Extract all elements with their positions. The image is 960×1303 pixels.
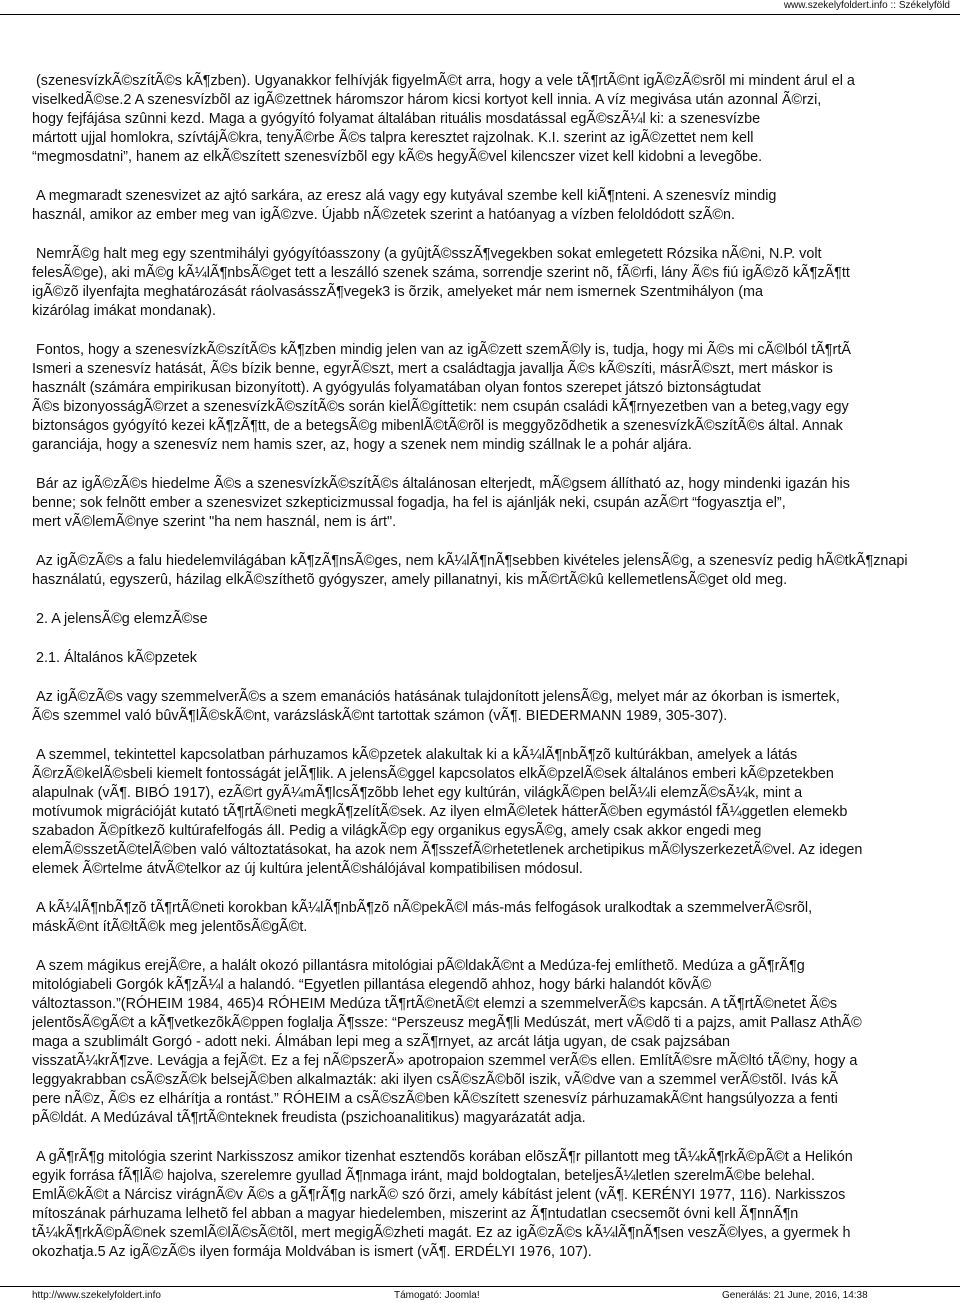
paragraph-line: A szem mágikus erejÃ©re, a halált okozó pillantásra mitológiai pÃ©ldakÃ©nt a Medúza-fej említhetõ. Medúza a gÃ¶rÃ¶g xyxy=(36,958,805,974)
paragraph-line: Ismeri a szenesvíz hatását, Ã©s bízik benne, egyrÃ©szt, mert a családtagja javallja Ã©s kÃ©szíti, másrÃ©szt, mert máskor is xyxy=(32,361,833,377)
paragraph-line: garanciája, hogy a szenesvíz nem hamis szer, az, hogy a szenek nem mindig szállnak le a pohár aljára. xyxy=(32,437,692,453)
paragraph-line: kizárólag imákat mondanak). xyxy=(32,303,216,319)
paragraph-line: benne; sok felnõtt ember a szenesvizet szkepticizmussal fogadja, ha fel is ajánlják neki, csupán azÃ©rt “fogyasztja el”, xyxy=(32,495,786,511)
paragraph-line: használt (számára empirikusan bizonyított). A gyógyulás folyamatában olyan fontos szerepet játszó biztonságtudat xyxy=(32,380,761,396)
paragraph-line: A megmaradt szenesvizet az ajtó sarkára, az eresz alá vagy egy kutyával szembe kell kiÃ¶nteni. A szenesvíz mindig xyxy=(36,188,777,204)
paragraph-line: A kÃ¼lÃ¶nbÃ¶zõ tÃ¶rtÃ©neti korokban kÃ¼lÃ¶nbÃ¶zõ nÃ©pekÃ©l más-más felfogások uralkodtak a szemmelverÃ©srõl, xyxy=(36,900,813,916)
paragraph-line: 2.1. Általános kÃ©pzetek xyxy=(36,650,197,666)
paragraph-line: NemrÃ©g halt meg egy szentmihályi gyógyítóasszony (a gyûjtÃ©sszÃ¶vegekben sokat emlegetett Rózsika nÃ©ni, N.P. volt xyxy=(36,246,822,262)
paragraph-line: változtasson.”(RÓHEIM 1984, 465)4 RÓHEIM Medúza tÃ¶rtÃ©netÃ©t elemzi a szemmelverÃ©s kapcsán. A tÃ¶rtÃ©netet Ã©s xyxy=(32,996,838,1012)
footer-site-link[interactable]: http://www.szekelyfoldert.info xyxy=(32,1290,161,1301)
paragraph-line: okozhatja.5 Az igÃ©zÃ©s ilyen formája Moldvában is ismert (vÃ¶. ERDÉLYI 1976, 107). xyxy=(32,1244,592,1260)
paragraph xyxy=(32,245,960,321)
paragraph-line: biztonságos gyógyító kezei kÃ¶zÃ¶tt, de a betegsÃ©g mibenlÃ©tÃ©rõl is meggyõzõdhetik a szenesvízkÃ©szítÃ©s által. Annak xyxy=(32,418,843,434)
footer-generated: Generálás: 21 June, 2016, 14:38 xyxy=(722,1290,868,1301)
page-header xyxy=(0,0,960,14)
paragraph-line: A gÃ¶rÃ¶g mitológia szerint Narkisszosz amikor tizenhat esztendõs korában elõszÃ¶r pillantott meg tÃ¼kÃ¶rkÃ©pÃ©t a Helikón xyxy=(36,1149,853,1165)
paragraph-line: használ, amikor az ember meg van igÃ©zve. Újabb nÃ©zetek szerint a hatóanyag a vízben feloldódott szÃ©n. xyxy=(32,207,735,223)
paragraph-line: felesÃ©ge), aki mÃ©g kÃ¼lÃ¶nbsÃ©get tett a leszálló szenek száma, sorrendje szerint nõ, fÃ©rfi, lány Ã©s fiú igÃ©zõ kÃ¶zÃ¶tt xyxy=(32,265,850,281)
paragraph-line: mítoszának párhuzama lelhetõ fel abban a magyar hiedelemben, miszerint az Ã¶ntudatlan csecsemõt óvni kell Ã¶nnÃ¶n xyxy=(32,1206,799,1222)
paragraph-line: Ã©s szemmel való bûvÃ¶lÃ©skÃ©nt, varázsláskÃ©nt tartottak számon (vÃ¶. BIEDERMANN 1989, 305-307). xyxy=(32,708,728,724)
paragraph-line: máskÃ©nt ítÃ©ltÃ©k meg jelentõsÃ©gÃ©t. xyxy=(32,919,308,935)
paragraph xyxy=(32,187,960,225)
paragraph-line: elemÃ©sszetÃ©telÃ©ben való változtatásokat, ha azok nem Ã¶sszefÃ©rhetetlenek archetipikus mÃ©lyszerkezetÃ©vel. Az idegen xyxy=(32,842,863,858)
paragraph xyxy=(32,746,960,879)
paragraph-line: mitológiabeli Gorgók kÃ¶zÃ¼l a halandó. “Egyetlen pillantása elegendõ ahhoz, hogy bárki halandót kõvÃ© xyxy=(32,977,712,993)
paragraph xyxy=(32,957,960,1128)
paragraph-line: maga a szublimált Gorgó - adott neki. Álmában lepi meg a szÃ¶rnyet, az arcát látja ugyan, de csak pajzsában xyxy=(32,1034,731,1050)
paragraph-line: egyik forrása fÃ¶lÃ© hajolva, szerelemre gyullad Ã¶nmaga iránt, majd boldogtalan, beteljesÃ¼letlen szerelmÃ©be belehal. xyxy=(32,1168,815,1184)
paragraph xyxy=(32,1148,960,1262)
paragraph-line: Fontos, hogy a szenesvízkÃ©szítÃ©s kÃ¶zben mindig jelen van az igÃ©zett szemÃ©ly is, tudja, hogy mi Ã©s mi cÃ©lból tÃ¶rtÃ xyxy=(36,342,851,358)
paragraph xyxy=(32,475,960,532)
paragraph-line: hogy fejfájása szûnni kezd. Maga a gyógyító folyamat általában rituális mosdatással egÃ©szÃ¼l ki: a szenesvízbe xyxy=(32,111,761,127)
paragraph xyxy=(32,610,960,629)
paragraph-line: viselkedÃ©se.2 A szenesvízbõl az igÃ©zettnek háromszor három kicsi kortyot kell innia. A víz megivása után azonnal Ã©rzi, xyxy=(32,92,822,108)
paragraph xyxy=(32,341,960,455)
paragraph-line: elemek Ã©rtelme átvÃ©telkor az új kultúra jelentÃ©shálójával kompatibilisen módosul. xyxy=(32,861,583,877)
paragraph-line: tÃ¼kÃ¶rkÃ©pÃ©nek szemlÃ©lÃ©sÃ©tõl, mert megigÃ©zheti magát. Ez az igÃ©zÃ©s kÃ¼lÃ¶nÃ¶sen veszÃ©lyes, a gyermek h xyxy=(32,1225,851,1241)
header-site-link[interactable]: www.szekelyfoldert.info :: Székelyföld xyxy=(783,0,950,11)
paragraph-line: pere nÃ©z, Ã©s ez elhárítja a rontást.” RÓHEIM a csÃ©szÃ©ben kÃ©szített szenesvíz párhuzamakÃ©nt hangsúlyozza a fenti xyxy=(32,1091,838,1107)
paragraph-line: pÃ©ldát. A Medúzával tÃ¶rtÃ©nteknek freudista (pszichoanalitikus) magyarázatát adja. xyxy=(32,1110,586,1126)
paragraph-line: igÃ©zõ ilyenfajta meghatározását ráolvasásszÃ¶vegek3 is õrzik, amelyeket már nem ismernek Szentmihályon (ma xyxy=(32,284,763,300)
footer-divider xyxy=(0,1286,960,1287)
header-divider xyxy=(0,14,960,15)
page-footer xyxy=(0,1288,960,1303)
paragraph-line: motívumok migrációját kutató tÃ¶rtÃ©neti megkÃ¶zelítÃ©sek. Az ilyen elmÃ©letek hátterÃ©ben egymástól fÃ¼ggetlen elemekb xyxy=(32,804,848,820)
paragraph-line: visszatÃ¼krÃ¶zve. Levágja a fejÃ©t. Ez a fej nÃ©pszerÃ» apotropaion szemmel verÃ©s ellen. EmlítÃ©sre mÃ©ltó tÃ©ny, hogy a xyxy=(32,1053,858,1069)
paragraph-line: A szemmel, tekintettel kapcsolatban párhuzamos kÃ©pzetek alakultak ki a kÃ¼lÃ¶nbÃ¶zõ kultúrákban, amelyek a látás xyxy=(36,747,798,763)
paragraph-line: 2. A jelensÃ©g elemzÃ©se xyxy=(36,611,208,627)
paragraph-line: jelentõsÃ©gÃ©t a kÃ¶vetkezõkÃ©ppen foglalja Ã¶ssze: “Perszeusz megÃ¶li Medúszát, mert vÃ©dõ ti a pajzs, amit Pallasz AthÃ© xyxy=(32,1015,862,1031)
paragraph xyxy=(32,688,960,726)
article-body xyxy=(32,52,960,1278)
paragraph-line: Ã©s bizonyosságÃ©rzet a szenesvízkÃ©szítÃ©s során kielÃ©gíttetik: nem csupán családi kÃ¶rnyezetben van a beteg,vagy egy xyxy=(32,399,849,415)
paragraph xyxy=(32,552,960,590)
paragraph-line: Bár az igÃ©zÃ©s hiedelme Ã©s a szenesvízkÃ©szítÃ©s általánosan elterjedt, mÃ©gsem állítható az, hogy mindenki igazán his xyxy=(36,476,850,492)
paragraph xyxy=(32,72,960,167)
paragraph-line: leggyakrabban csÃ©szÃ©k belsejÃ©ben alkalmazták: aki ilyen csÃ©szÃ©bõl iszik, vÃ©dve van a szemmel verÃ©stõl. Ivás kÃ xyxy=(32,1072,839,1088)
paragraph-line: Ã©rzÃ©kelÃ©sbeli kiemelt fontosságát jelÃ¶lik. A jelensÃ©ggel kapcsolatos elkÃ©pzelÃ©sek általános emberi kÃ©pzetekben xyxy=(32,766,834,782)
paragraph-line: használatú, egyszerû, házilag elkÃ©szíthetõ gyógyszer, amely pillanatnyi, kis mÃ©rtÃ©kû kellemetlensÃ©get old meg. xyxy=(32,572,788,588)
paragraph-line: Az igÃ©zÃ©s vagy szemmelverÃ©s a szem emanációs hatásának tulajdonított jelensÃ©g, melyet már az ókorban is ismertek, xyxy=(36,689,840,705)
paragraph-line: “megmosdatni”, hanem az elkÃ©szített szenesvízbõl egy kÃ©s hegyÃ©vel kilencszer vizet kell kidobni a levegõbe. xyxy=(32,149,763,165)
paragraph-line: mert vÃ©lemÃ©nye szerint "ha nem használ, nem is árt". xyxy=(32,514,397,530)
paragraph xyxy=(32,899,960,937)
paragraph-line: Az igÃ©zÃ©s a falu hiedelemvilágában kÃ¶zÃ¶nsÃ©ges, nem kÃ¼lÃ¶nÃ¶sebben kivételes jelensÃ©g, a szenesvíz pedig hÃ©tkÃ¶znapi xyxy=(36,553,908,569)
paragraph-line: mártott ujjal homlokra, szívtájÃ©kra, tenyÃ©rbe Ã©s talpra keresztet rajzolnak. K.I. szerint az igÃ©zettet nem kell xyxy=(32,130,754,146)
paragraph-line: (szenesvízkÃ©szítÃ©s kÃ¶zben). Ugyanakkor felhívják figyelmÃ©t arra, hogy a vele tÃ¶rtÃ©nt igÃ©zÃ©srõl mi mindent árul el a xyxy=(36,73,855,89)
paragraph-line: EmlÃ©kÃ©t a Nárcisz virágnÃ©v Ã©s a gÃ¶rÃ¶g narkÃ© szó õrzi, amely kábítást jelent (vÃ¶. KERÉNYI 1977, 116). Narkisszos xyxy=(32,1187,846,1203)
paragraph-line: alapulnak (vÃ¶. BIBÓ 1917), ezÃ©rt gyÃ¼mÃ¶lcsÃ¶zõbb lehet egy kultúrán, világkÃ©pen belÃ¼li elemzÃ©sÃ¼k, mint a xyxy=(32,785,803,801)
footer-sponsor: Támogató: Joomla! xyxy=(394,1290,480,1301)
paragraph xyxy=(32,649,960,668)
paragraph-line: szabadon Ã©pítkezõ kultúrafelfogás áll. Pedig a világkÃ©p egy organikus egysÃ©g, amely csak akkor engedi meg xyxy=(32,823,762,839)
